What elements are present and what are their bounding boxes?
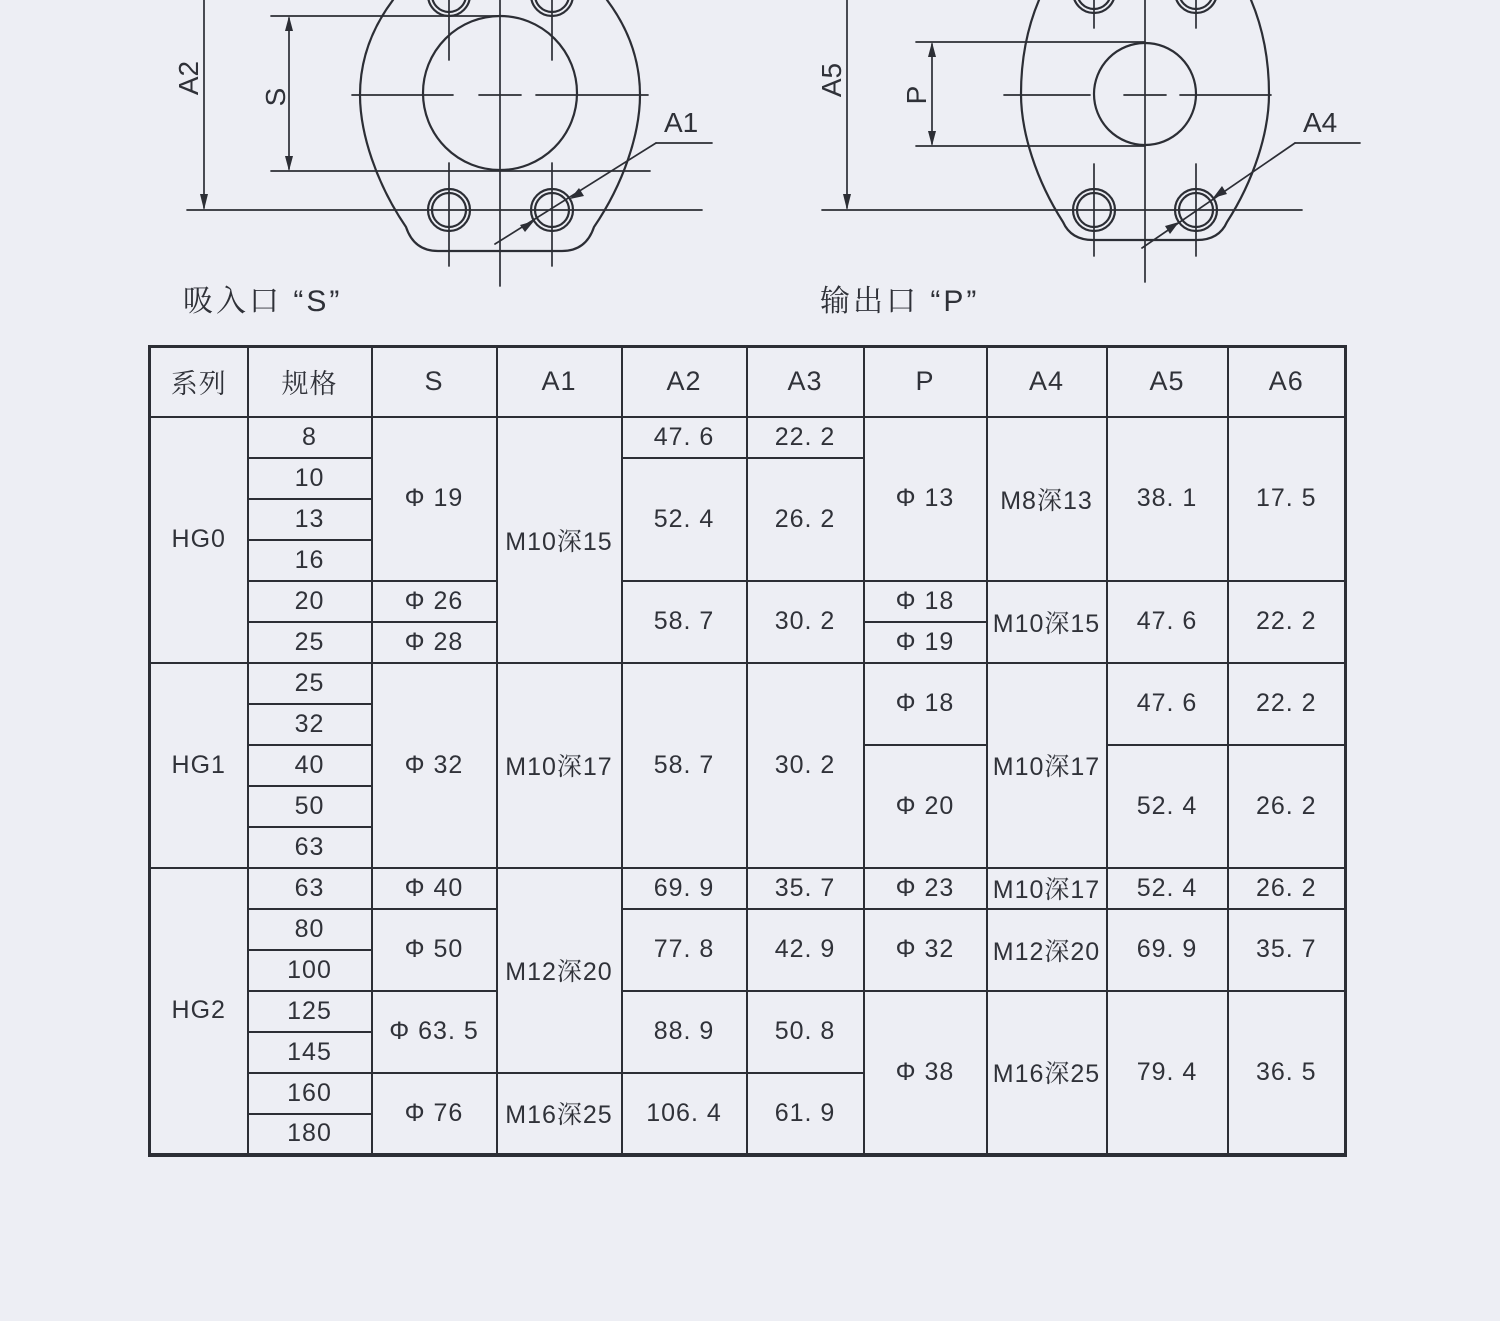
table-cell-r14c4: 88. 9 [622, 991, 747, 1073]
table-cell-r5c1: 25 [248, 622, 372, 663]
table-cell-r6c5: 30. 2 [747, 663, 864, 868]
table-cell-r8c1: 40 [248, 745, 372, 786]
centerlines [352, 0, 648, 286]
table-cell-r15c1: 145 [248, 1032, 372, 1073]
table-header-row [150, 347, 1346, 417]
table-cell-r12c8: 69. 9 [1107, 909, 1228, 991]
column-header-4: A2 [622, 347, 747, 417]
table-cell-r6c3: M10深17 [497, 663, 622, 868]
table-cell-r6c1: 25 [248, 663, 372, 704]
table-cell-r1c5: 26. 2 [747, 458, 864, 581]
table-row [150, 581, 1346, 622]
column-header-8: A5 [1107, 347, 1228, 417]
table-cell-r12c4: 77. 8 [622, 909, 747, 991]
leader-label-a1: A1 [664, 107, 699, 138]
dim-label-p: P [901, 85, 932, 105]
table-cell-r11c7: M10深17 [987, 868, 1107, 909]
table-cell-r6c7: M10深17 [987, 663, 1107, 868]
table-cell-r8c6: Φ 20 [864, 745, 987, 868]
table-row [150, 417, 1346, 458]
column-header-9: A6 [1228, 347, 1346, 417]
table-cell-r14c8: 79. 4 [1107, 991, 1228, 1155]
table-cell-r2c1: 13 [248, 499, 372, 540]
column-header-5: A3 [747, 347, 864, 417]
table-cell-r0c2: Φ 19 [372, 417, 497, 581]
table-cell-r7c1: 32 [248, 704, 372, 745]
table-cell-r14c6: Φ 38 [864, 991, 987, 1155]
dimension-labels [173, 61, 698, 138]
table-cell-r4c2: Φ 26 [372, 581, 497, 622]
table-cell-r17c1: 180 [248, 1114, 372, 1155]
column-header-0: 系列 [150, 347, 248, 417]
table-cell-r6c9: 22. 2 [1228, 663, 1346, 745]
table-cell-r6c2: Φ 32 [372, 663, 497, 868]
table-cell-r11c9: 26. 2 [1228, 868, 1346, 909]
table-cell-r14c2: Φ 63. 5 [372, 991, 497, 1073]
table-cell-r13c1: 100 [248, 950, 372, 991]
column-header-2: S [372, 347, 497, 417]
table-cell-r11c4: 69. 9 [622, 868, 747, 909]
table-row [150, 663, 1346, 704]
table-cell-r11c3: M12深20 [497, 868, 622, 1073]
table-cell-r1c1: 10 [248, 458, 372, 499]
table-cell-r0c0: HG0 [150, 417, 248, 663]
table-cell-r4c1: 20 [248, 581, 372, 622]
output-port-caption: 输出口 “P” [820, 285, 980, 318]
table-cell-r14c5: 50. 8 [747, 991, 864, 1073]
table-cell-r6c0: HG1 [150, 663, 248, 868]
table-cell-r12c2: Φ 50 [372, 909, 497, 991]
table-cell-r11c6: Φ 23 [864, 868, 987, 909]
table-cell-r4c7: M10深15 [987, 581, 1107, 663]
table-cell-r11c0: HG2 [150, 868, 248, 1155]
table-row [150, 868, 1346, 909]
table-cell-r16c3: M16深25 [497, 1073, 622, 1155]
table-cell-r14c7: M16深25 [987, 991, 1107, 1155]
table-cell-r12c7: M12深20 [987, 909, 1107, 991]
table-cell-r8c8: 52. 4 [1107, 745, 1228, 868]
table-cell-r16c4: 106. 4 [622, 1073, 747, 1155]
table-cell-r10c1: 63 [248, 827, 372, 868]
table-cell-r4c9: 22. 2 [1228, 581, 1346, 663]
table-cell-r11c2: Φ 40 [372, 868, 497, 909]
table-cell-r16c5: 61. 9 [747, 1073, 864, 1155]
dimension-labels [816, 63, 1337, 138]
column-header-1: 规格 [248, 347, 372, 417]
column-header-6: P [864, 347, 987, 417]
dimension-lines [822, 0, 1360, 248]
column-header-3: A1 [497, 347, 622, 417]
table-cell-r6c4: 58. 7 [622, 663, 747, 868]
table-cell-r0c3: M10深15 [497, 417, 622, 663]
spec-table [148, 345, 1347, 1157]
table-cell-r0c4: 47. 6 [622, 417, 747, 458]
table-cell-r12c1: 80 [248, 909, 372, 950]
column-header-7: A4 [987, 347, 1107, 417]
leader-label-a4: A4 [1303, 107, 1338, 138]
table-cell-r0c7: M8深13 [987, 417, 1107, 581]
table-cell-r12c6: Φ 32 [864, 909, 987, 991]
suction-port-caption: 吸入口 “S” [183, 285, 343, 318]
table-cell-r4c4: 58. 7 [622, 581, 747, 663]
suction-port-drawing [173, 0, 712, 286]
table-cell-r14c9: 36. 5 [1228, 991, 1346, 1155]
table-cell-r6c6: Φ 18 [864, 663, 987, 745]
table-cell-r12c9: 35. 7 [1228, 909, 1346, 991]
table-cell-r16c2: Φ 76 [372, 1073, 497, 1155]
output-port-drawing [816, 0, 1360, 282]
table-cell-r0c9: 17. 5 [1228, 417, 1346, 581]
table-cell-r4c5: 30. 2 [747, 581, 864, 663]
dim-label-a5: A5 [816, 62, 847, 98]
table-row [150, 991, 1346, 1032]
dim-label-a2: A2 [173, 60, 204, 96]
table-cell-r9c1: 50 [248, 786, 372, 827]
table-cell-r5c2: Φ 28 [372, 622, 497, 663]
arrowheads [200, 16, 584, 232]
table-cell-r8c9: 26. 2 [1228, 745, 1346, 868]
table-cell-r0c6: Φ 13 [864, 417, 987, 581]
table-cell-r0c5: 22. 2 [747, 417, 864, 458]
table-cell-r5c6: Φ 19 [864, 622, 987, 663]
table-cell-r16c1: 160 [248, 1073, 372, 1114]
table-cell-r11c1: 63 [248, 868, 372, 909]
table-cell-r3c1: 16 [248, 540, 372, 581]
table-cell-r6c8: 47. 6 [1107, 663, 1228, 745]
dim-label-s: S [260, 87, 291, 107]
table-cell-r12c5: 42. 9 [747, 909, 864, 991]
table-cell-r4c6: Φ 18 [864, 581, 987, 622]
table-cell-r0c1: 8 [248, 417, 372, 458]
table-cell-r4c8: 47. 6 [1107, 581, 1228, 663]
table-cell-r14c1: 125 [248, 991, 372, 1032]
table-cell-r1c4: 52. 4 [622, 458, 747, 581]
table-row [150, 909, 1346, 950]
table-cell-r0c8: 38. 1 [1107, 417, 1228, 581]
table-cell-r11c5: 35. 7 [747, 868, 864, 909]
table-cell-r11c8: 52. 4 [1107, 868, 1228, 909]
